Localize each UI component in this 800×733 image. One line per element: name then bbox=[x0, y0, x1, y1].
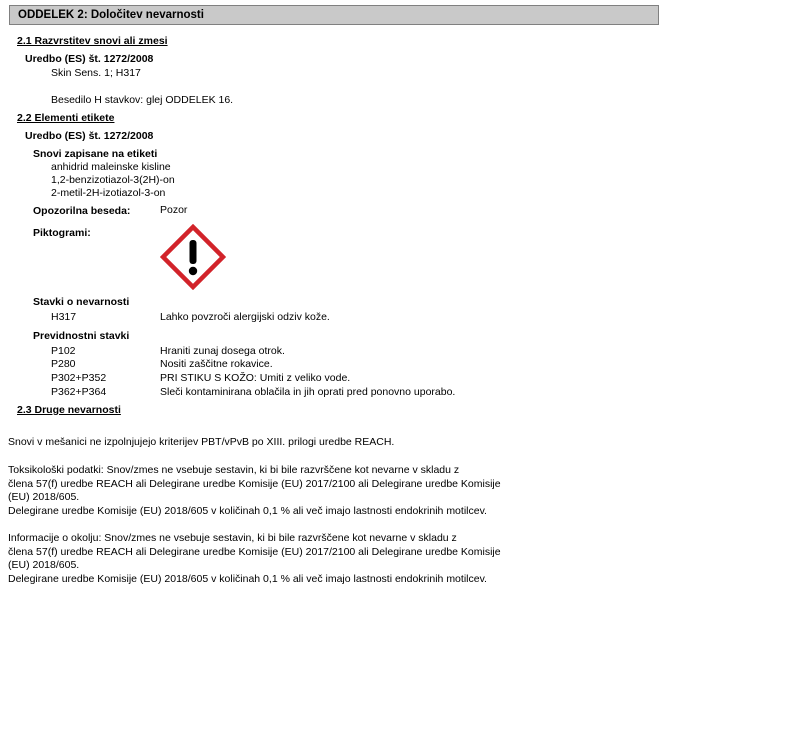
paragraph-line: člena 57(f) uredbe REACH ali Delegirane uredbe Komisije (EU) 2017/2100 ali Delegirane uredbe Komisije bbox=[8, 545, 501, 558]
section-header bbox=[9, 5, 659, 25]
precaution-code: P280 bbox=[51, 358, 76, 370]
precautionary-statements-label: Previdnostni stavki bbox=[33, 330, 130, 342]
paragraph-line: (EU) 2018/605. bbox=[8, 491, 80, 503]
precaution-text: Sleči kontaminirana oblačila in jih oprati pred ponovno uporabo. bbox=[160, 386, 456, 398]
h-statements-note: Besedilo H stavkov: glej ODDELEK 16. bbox=[51, 94, 234, 106]
signal-word-value: Pozor bbox=[160, 204, 188, 216]
paragraph-line: Informacije o okolju: Snov/zmes ne vsebuje sestavin, ki bi bile razvrščene kot nevarne v skladu z bbox=[8, 532, 457, 544]
pictograms-label: Piktogrami: bbox=[33, 227, 91, 239]
paragraph-line: člena 57(f) uredbe REACH ali Delegirane uredbe Komisije (EU) 2017/2100 ali Delegirane uredbe Komisije bbox=[8, 477, 501, 490]
paragraph-line: (EU) 2018/605. bbox=[8, 559, 80, 571]
section-title: ODDELEK 2: Določitev nevarnosti bbox=[18, 9, 204, 21]
signal-word-label: Opozorilna beseda: bbox=[33, 205, 131, 217]
precaution-code: P102 bbox=[51, 345, 76, 357]
pbt-paragraph bbox=[8, 436, 788, 450]
substance-item: anhidrid maleinske kisline bbox=[51, 161, 171, 173]
environmental-paragraph bbox=[8, 532, 788, 586]
heading-2-2: 2.2 Elementi etikete bbox=[17, 112, 115, 124]
hazard-code: H317 bbox=[51, 311, 77, 323]
paragraph-line: Toksikološki podatki: Snov/zmes ne vsebuje sestavin, ki bi bile razvrščene kot nevarne v skladu z bbox=[8, 464, 460, 476]
heading-2-1: 2.1 Razvrstitev snovi ali zmesi bbox=[17, 35, 168, 47]
exclamation-mark-hazard-icon bbox=[160, 224, 226, 290]
precaution-text: Nositi zaščitne rokavice. bbox=[160, 358, 273, 370]
paragraph-line: Snovi v mešanici ne izpolnjujejo kriterijev PBT/vPvB po XIII. prilogi uredbe REACH. bbox=[8, 436, 395, 448]
regulation-label-2-1: Uredbo (ES) št. 1272/2008 bbox=[25, 53, 154, 65]
toxicological-paragraph bbox=[8, 464, 788, 518]
hazard-text: Lahko povzroči alergijski odziv kože. bbox=[160, 311, 330, 323]
paragraph-line: Delegirane uredbe Komisije (EU) 2018/605 v količinah 0,1 % ali več imajo lastnosti endokrinih motilcev. bbox=[8, 572, 487, 585]
substance-item: 2-metil-2H-izotiazol-3-on bbox=[51, 187, 166, 199]
precaution-code: P362+P364 bbox=[51, 386, 107, 398]
precaution-text: PRI STIKU S KOŽO: Umiti z veliko vode. bbox=[160, 372, 351, 384]
substances-label: Snovi zapisane na etiketi bbox=[33, 148, 158, 160]
heading-2-3: 2.3 Druge nevarnosti bbox=[17, 404, 121, 416]
paragraph-line: Delegirane uredbe Komisije (EU) 2018/605 v količinah 0,1 % ali več imajo lastnosti endokrinih motilcev. bbox=[8, 504, 487, 517]
precaution-text: Hraniti zunaj dosega otrok. bbox=[160, 345, 285, 357]
precaution-code: P302+P352 bbox=[51, 372, 107, 384]
classification-text: Skin Sens. 1; H317 bbox=[51, 67, 141, 79]
regulation-label-2-2: Uredbo (ES) št. 1272/2008 bbox=[25, 130, 154, 142]
hazard-statements-label: Stavki o nevarnosti bbox=[33, 296, 130, 308]
substance-item: 1,2-benzizotiazol-3(2H)-on bbox=[51, 174, 175, 186]
